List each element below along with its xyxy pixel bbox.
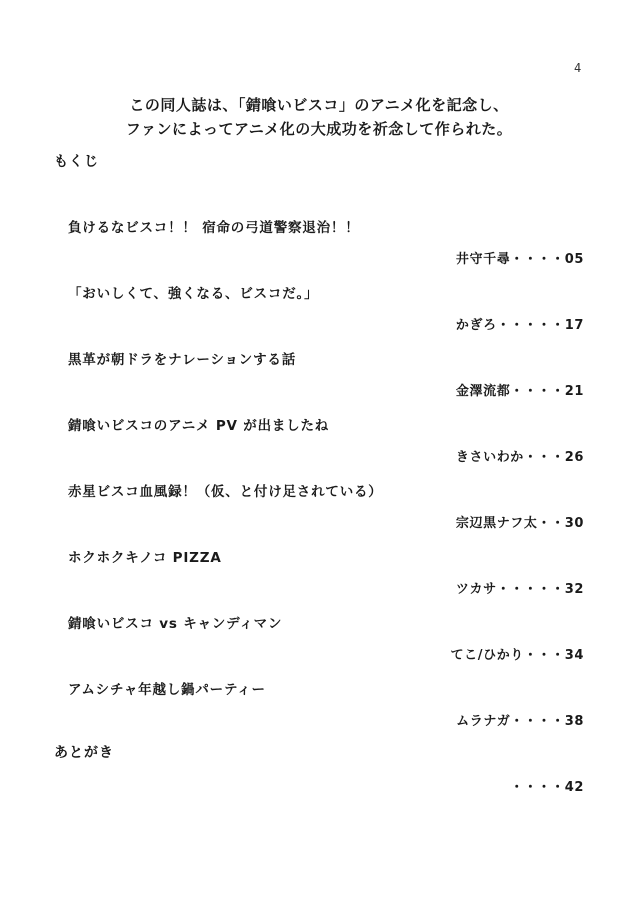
toc-entry-author: きさいわか・・・26 — [455, 450, 584, 465]
toc-entry-title: 黒革が朝ドラをナレーションする話 — [68, 352, 296, 368]
afterword-heading: あとがき — [54, 745, 114, 761]
toc-entry-title: アムシチャ年越し鍋パーティー — [68, 682, 266, 698]
toc-entry-author: てこ/ひかり・・・34 — [450, 648, 584, 663]
toc-entry-title: 負けるなビスコ！！ 宿命の弓道警察退治！！ — [68, 220, 360, 236]
afterword-page: ・・・・42 — [510, 780, 584, 795]
toc-entry-author: 金澤流都・・・・21 — [455, 384, 584, 399]
toc-entry-title: 赤星ビスコ血風録！（仮、と付け足されている） — [68, 484, 383, 500]
toc-heading: もくじ — [54, 154, 99, 170]
toc-entry-author: 宗辺黒ナフ太・・30 — [455, 516, 584, 531]
toc-entry-author: ツカサ・・・・・32 — [455, 582, 584, 597]
toc-entry-title: 「おいしくて、強くなる、ビスコだ。」 — [68, 286, 319, 302]
toc-entry-title: 錆喰いビスコのアニメ PV が出ましたね — [68, 418, 330, 434]
toc-entry-author: ムラナガ・・・・38 — [456, 714, 584, 729]
page-number: 4 — [574, 61, 582, 75]
toc-entry-title: 錆喰いビスコ vs キャンディマン — [68, 616, 283, 632]
toc-entry-author: かぎろ・・・・・17 — [455, 318, 584, 333]
toc-entry-author: 井守千尋・・・・05 — [455, 252, 584, 267]
intro-line-2: ファンによってアニメ化の大成功を祈念して作られた。 — [125, 120, 513, 138]
toc-entry-title: ホクホクキノコ PIZZA — [68, 550, 222, 566]
intro-text — [0, 93, 638, 141]
intro-line-1: この同人誌は、「錆喰いビスコ」のアニメ化を記念し、 — [129, 96, 509, 114]
